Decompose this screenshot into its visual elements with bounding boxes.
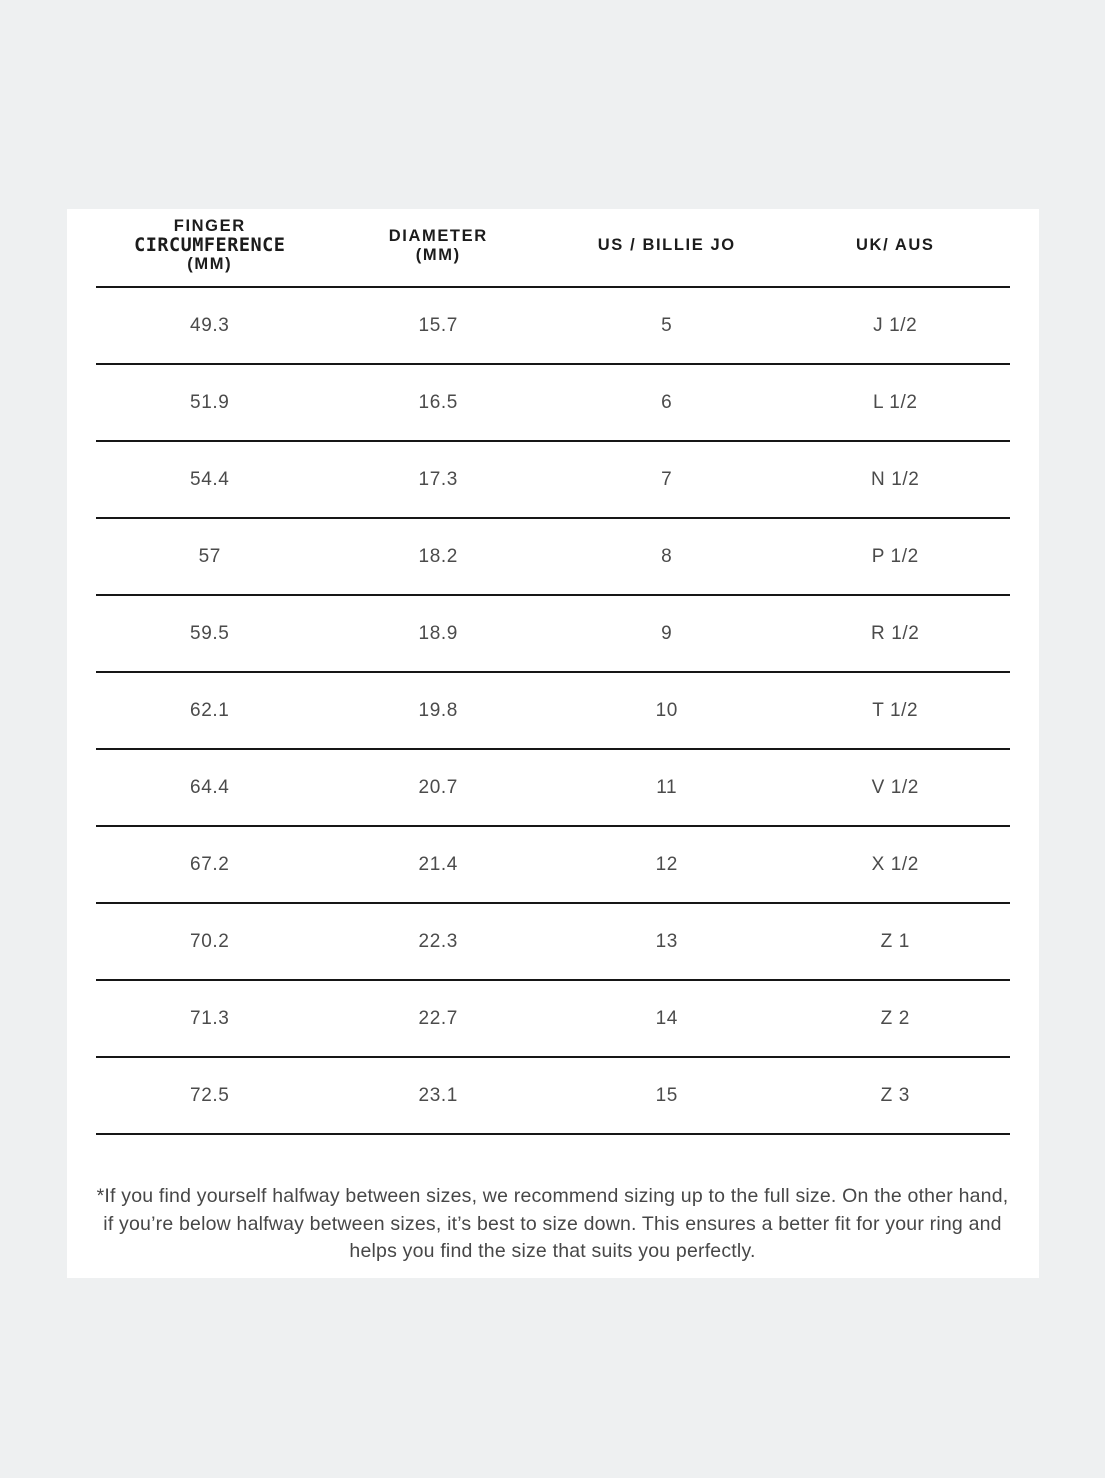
table-row <box>96 827 1010 904</box>
table-cell-uk-aus: Z 2 <box>880 1007 910 1029</box>
table-row <box>96 904 1010 981</box>
table-cell-diameter-mm: 22.3 <box>418 930 458 952</box>
table-cell-finger-circumference-mm: 49.3 <box>190 314 230 336</box>
table-cell-us-billie-jo: 6 <box>661 391 673 413</box>
table-cell-finger-circumference-mm: 51.9 <box>190 391 230 413</box>
column-header-line: DIAMETER <box>388 226 488 245</box>
column-header-finger-circumference-mm <box>96 209 325 286</box>
column-header-line: (MM) <box>187 255 233 273</box>
table-cell-diameter-mm: 19.8 <box>418 699 458 721</box>
table-cell-us-billie-jo: 11 <box>656 776 678 798</box>
column-header-line: (MM) <box>415 245 461 264</box>
table-cell-finger-circumference-mm: 62.1 <box>190 699 230 721</box>
table-cell-us-billie-jo: 13 <box>655 930 678 952</box>
table-row <box>96 1058 1010 1135</box>
table-row <box>96 365 1010 442</box>
table-cell-finger-circumference-mm: 71.3 <box>190 1007 230 1029</box>
table-cell-us-billie-jo: 10 <box>655 699 678 721</box>
table-row <box>96 288 1010 365</box>
ring-size-table <box>96 209 1010 1135</box>
table-body <box>96 288 1010 1135</box>
table-cell-uk-aus: J 1/2 <box>873 314 918 336</box>
table-cell-diameter-mm: 17.3 <box>418 468 458 490</box>
table-cell-uk-aus: R 1/2 <box>871 622 920 644</box>
table-cell-finger-circumference-mm: 57 <box>198 545 221 567</box>
table-cell-finger-circumference-mm: 64.4 <box>190 776 230 798</box>
table-cell-uk-aus: X 1/2 <box>871 853 919 875</box>
column-header-diameter-mm <box>324 209 553 286</box>
table-cell-us-billie-jo: 9 <box>661 622 673 644</box>
column-header-line: CIRCUMFERENCE <box>134 235 286 256</box>
size-chart-card <box>67 209 1039 1278</box>
table-row <box>96 750 1010 827</box>
column-header-uk-aus <box>781 209 1010 286</box>
table-cell-us-billie-jo: 5 <box>661 314 673 336</box>
column-header-line: UK/ AUS <box>856 236 935 254</box>
table-row <box>96 981 1010 1058</box>
table-cell-uk-aus: T 1/2 <box>872 699 919 721</box>
table-cell-uk-aus: Z 1 <box>880 930 910 952</box>
table-cell-us-billie-jo: 14 <box>655 1007 678 1029</box>
column-header-line: FINGER <box>173 217 246 235</box>
table-cell-finger-circumference-mm: 67.2 <box>190 853 230 875</box>
column-header-line: US / BILLIE JO <box>597 236 736 254</box>
table-cell-finger-circumference-mm: 59.5 <box>190 622 230 644</box>
table-cell-diameter-mm: 15.7 <box>418 314 458 336</box>
table-cell-us-billie-jo: 15 <box>655 1084 678 1106</box>
table-cell-uk-aus: N 1/2 <box>871 468 920 490</box>
table-row <box>96 519 1010 596</box>
table-cell-uk-aus: V 1/2 <box>871 776 919 798</box>
table-cell-us-billie-jo: 8 <box>661 545 673 567</box>
table-row <box>96 442 1010 519</box>
table-cell-uk-aus: Z 3 <box>880 1084 910 1106</box>
table-cell-diameter-mm: 22.7 <box>418 1007 458 1029</box>
table-cell-us-billie-jo: 12 <box>655 853 678 875</box>
table-cell-diameter-mm: 20.7 <box>418 776 458 798</box>
table-cell-diameter-mm: 21.4 <box>418 853 458 875</box>
table-cell-diameter-mm: 18.9 <box>418 622 458 644</box>
table-cell-diameter-mm: 16.5 <box>418 391 458 413</box>
table-cell-finger-circumference-mm: 54.4 <box>190 468 230 490</box>
column-header-us-billie-jo <box>553 209 782 286</box>
table-cell-finger-circumference-mm: 72.5 <box>190 1084 230 1106</box>
table-cell-uk-aus: P 1/2 <box>871 545 919 567</box>
table-cell-us-billie-jo: 7 <box>661 468 673 490</box>
table-cell-diameter-mm: 23.1 <box>418 1084 458 1106</box>
table-row <box>96 596 1010 673</box>
table-cell-finger-circumference-mm: 70.2 <box>190 930 230 952</box>
table-cell-uk-aus: L 1/2 <box>872 391 918 413</box>
table-header-row <box>96 209 1010 288</box>
table-cell-diameter-mm: 18.2 <box>418 545 458 567</box>
table-row <box>96 673 1010 750</box>
sizing-footnote: *If you find yourself halfway between sizes, we recommend sizing up to the full size. On the other hand, if you’re below halfway between sizes, it’s best to size down. This ensures a better fit for your ring and helps you find the size that suits you perfectly. <box>96 1185 1009 1262</box>
